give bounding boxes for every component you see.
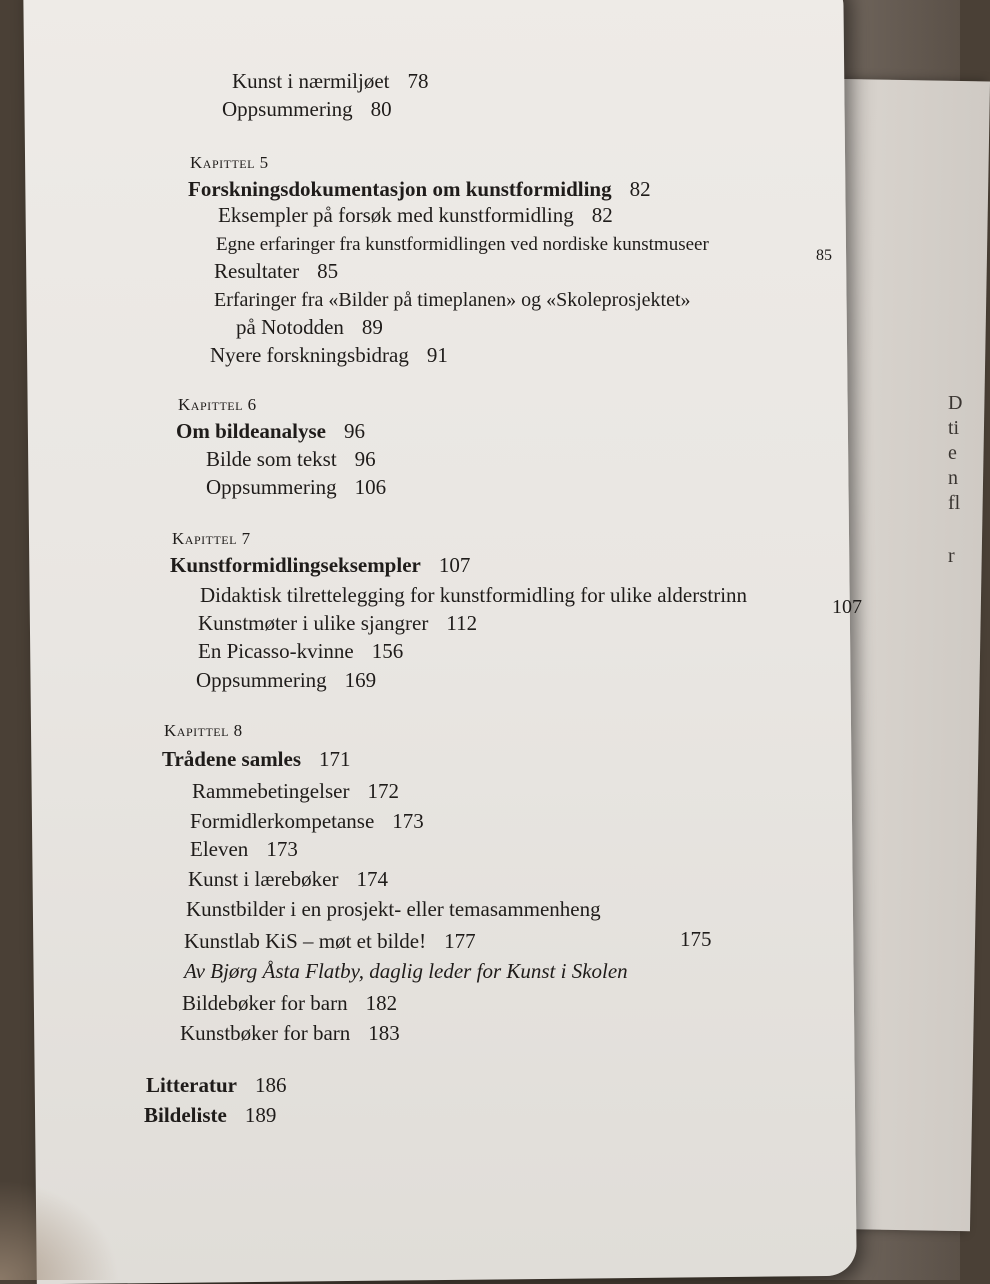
entry-title: på Notodden (236, 315, 344, 339)
entry-page: 172 (367, 779, 399, 803)
chapter-heading (188, 176, 651, 202)
entry-page: 186 (254, 1073, 287, 1097)
toc-entry (198, 638, 403, 664)
toc-entry (200, 582, 747, 608)
chapter-title: Om bildeanalyse (176, 419, 326, 443)
toc-entry (144, 1102, 276, 1128)
entry-page: 169 (344, 668, 377, 692)
entry-page: 96 (354, 447, 376, 471)
toc-entry (214, 258, 338, 284)
entry-title: Oppsummering (206, 475, 337, 499)
toc-entry (190, 836, 298, 862)
entry-page: 183 (368, 1021, 400, 1045)
entry-title: Kunst i nærmiljøet (232, 69, 390, 93)
toc-entry (214, 286, 691, 313)
entry-page: 173 (392, 809, 424, 833)
toc-entry (196, 667, 376, 693)
entry-title: Erfaringer fra «Bilder på timeplanen» og «Skoleprosjektet» (214, 289, 691, 311)
next-page-edge-text: e (948, 442, 957, 464)
chapter-title: Trådene samles (162, 747, 302, 771)
entry-title: Litteratur (146, 1073, 237, 1097)
entry-title: Oppsummering (222, 97, 353, 121)
entry-title: Kunstmøter i ulike sjangrer (198, 611, 429, 635)
chapter-heading (170, 552, 470, 578)
chapter-heading (162, 746, 351, 772)
toc-entry (222, 96, 392, 122)
entry-title: Resultater (214, 259, 300, 283)
entry-page: 82 (629, 177, 651, 201)
entry-page: 82 (591, 203, 613, 227)
entry-title: Bilde som tekst (206, 447, 337, 471)
toc-entry (184, 958, 628, 984)
entry-page: 173 (266, 837, 298, 861)
next-page-edge-text: ti (948, 417, 960, 439)
toc-entry (236, 314, 383, 340)
next-page-edge-text: fl (948, 492, 961, 514)
chapter-heading (176, 418, 365, 444)
toc-entry (198, 610, 477, 636)
entry-page: 171 (319, 747, 351, 771)
entry-page: 85 (816, 247, 832, 264)
entry-page: 89 (361, 315, 383, 339)
toc-entry (218, 202, 613, 228)
entry-page: 96 (343, 419, 365, 443)
entry-page: 107 (438, 553, 471, 577)
entry-page: 80 (370, 97, 392, 121)
entry-title: Bildeliste (144, 1103, 227, 1127)
entry-page: 182 (365, 991, 398, 1015)
entry-title: Kunstbøker for barn (180, 1021, 351, 1045)
toc-entry (186, 896, 601, 922)
entry-page: 156 (371, 639, 404, 663)
entry-title: Nyere forskningsbidrag (210, 343, 409, 367)
entry-page: 189 (244, 1103, 277, 1127)
chapter-title: Forskningsdokumentasjon om kunstformidling (188, 177, 612, 201)
toc-entry (190, 808, 424, 834)
entry-title: Kunstbilder i en prosjekt- eller temasammenheng (186, 897, 601, 921)
entry-title: Formidlerkompetanse (190, 809, 375, 833)
entry-page: 112 (446, 611, 478, 635)
toc-entry (180, 1020, 400, 1046)
entry-title: Egne erfaringer fra kunstformidlingen ved nordiske kunstmuseer (216, 234, 709, 255)
entry-title: Didaktisk tilrettelegging for kunstformidling for ulike alderstrinn (200, 583, 748, 607)
chapter-label: Kapittel 5 (190, 153, 269, 172)
toc-entry (210, 342, 448, 368)
toc-entry (184, 928, 476, 954)
toc-entry (146, 1072, 286, 1098)
entry-title: Eleven (190, 837, 249, 861)
chapter-label: Kapittel 8 (164, 721, 243, 740)
entry-page: 91 (426, 343, 448, 367)
toc-entry (182, 990, 397, 1016)
chapter-label: Kapittel 7 (172, 529, 251, 548)
toc-entry (206, 474, 386, 500)
entry-page: 175 (680, 927, 712, 951)
entry-page: 85 (317, 259, 339, 283)
toc-entry (192, 778, 399, 804)
entry-title: Kunstlab KiS – møt et bilde! (184, 929, 427, 953)
entry-title: Rammebetingelser (192, 779, 350, 803)
chapter-title: Kunstformidlingseksempler (170, 553, 421, 577)
next-page-edge-text: n (948, 467, 958, 489)
entry-title: Eksempler på forsøk med kunstformidling (218, 203, 574, 227)
toc-entry (216, 230, 709, 258)
entry-page: 174 (356, 867, 388, 891)
next-page-edge-text: r (948, 545, 955, 567)
toc-entry (232, 68, 429, 94)
next-page-edge-text: D (948, 392, 963, 414)
entry-page: 177 (444, 929, 476, 953)
entry-page: 106 (354, 475, 387, 499)
entry-title: Oppsummering (196, 668, 327, 692)
entry-title: Av Bjørg Åsta Flatby, daglig leder for Kunst i Skolen (184, 959, 628, 983)
entry-title: Bildebøker for barn (182, 991, 348, 1015)
entry-title: Kunst i lærebøker (188, 867, 339, 891)
entry-page: 78 (407, 69, 429, 93)
toc-entry (188, 866, 388, 892)
chapter-label: Kapittel 6 (178, 395, 257, 414)
entry-title: En Picasso-kvinne (198, 639, 354, 663)
toc-entry (206, 446, 376, 472)
entry-page: 107 (832, 596, 862, 618)
